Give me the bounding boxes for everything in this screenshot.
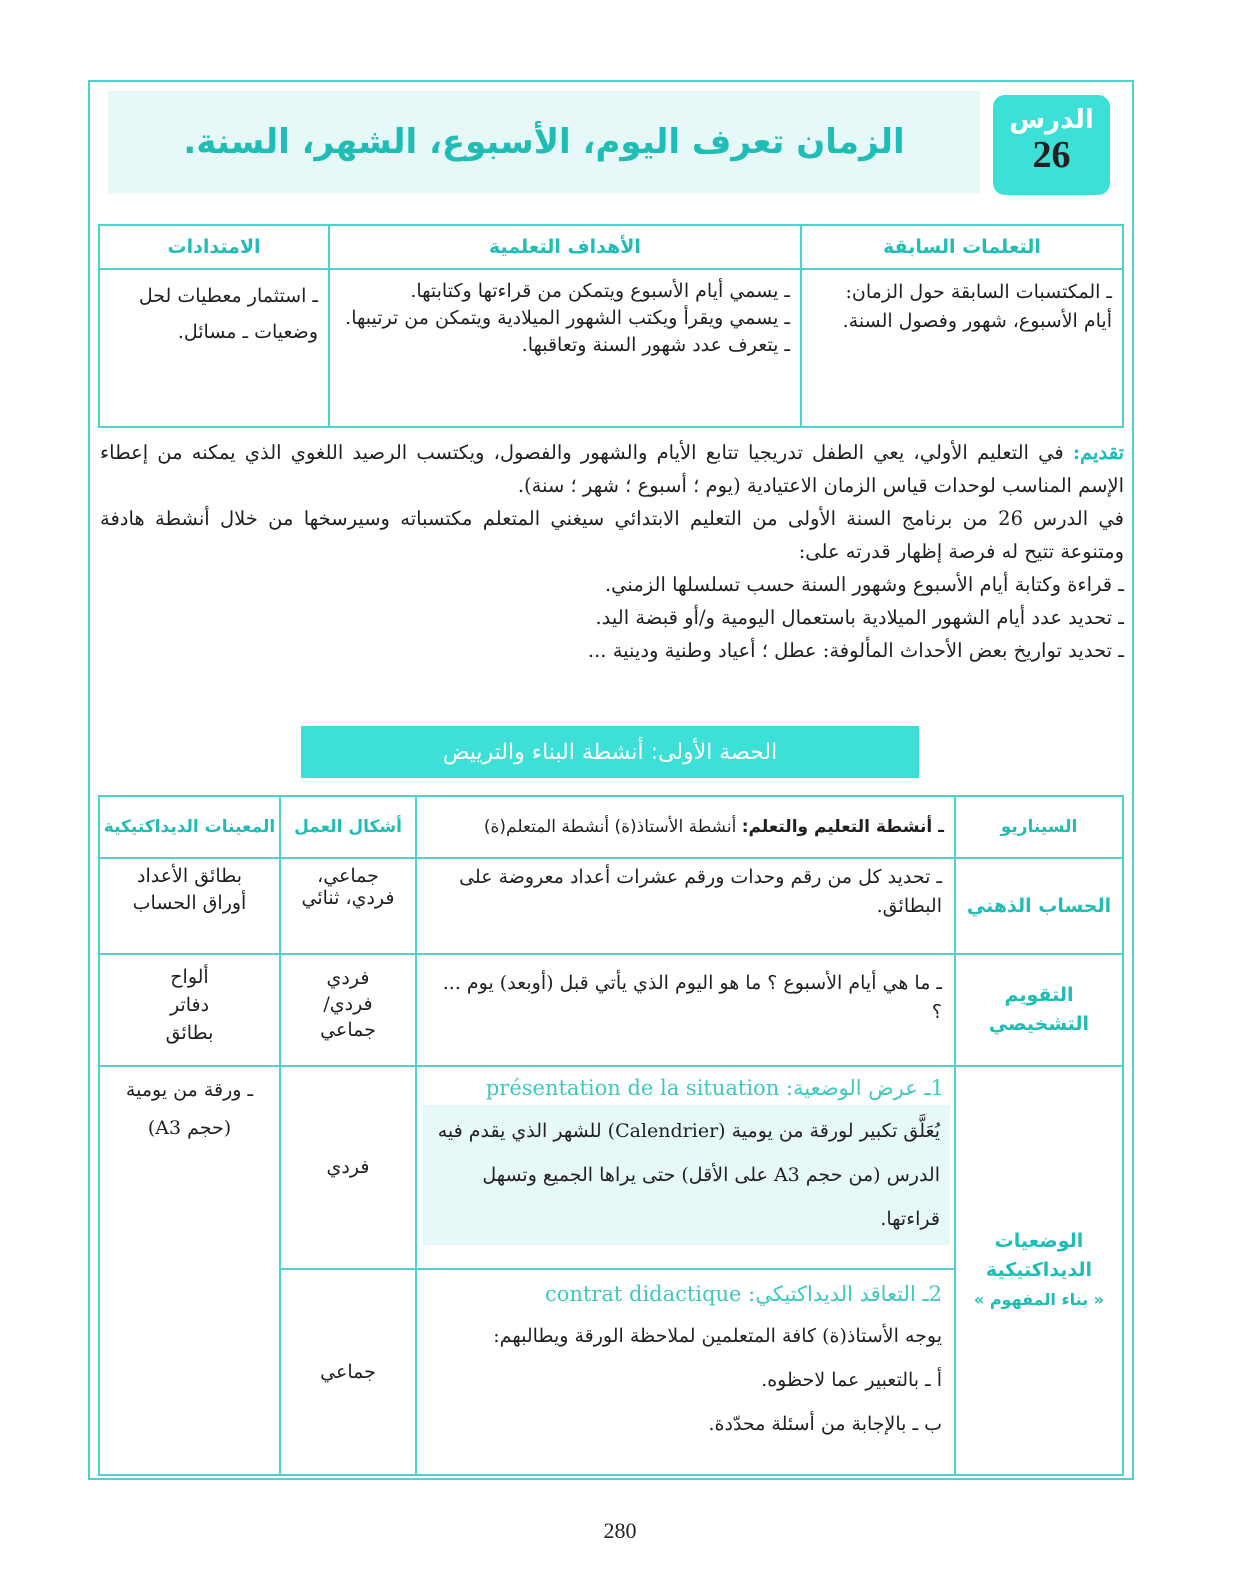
objectives-cell [329,269,801,427]
header-activities-bold: ـ أنشطة التعليم والتعلم: [741,817,944,837]
material-item: دفاتر [169,994,210,1016]
material-item: (حجم A3) [147,1117,232,1139]
work-form: جماعي [320,1019,376,1041]
materials-diagnostic [99,954,280,1066]
situation-presentation-text: يُعَلَّق تكبير لورقة من يومية (Calendrier) للشهر الذي يقدم فيه الدرس (من حجم A3 على الأقل) حتى يراها الجميع وتسهل قراءتها. [423,1105,950,1245]
materials-mental-math [99,858,280,954]
work-didactic-contract: جماعي [280,1269,416,1475]
work-form: جماعي، [317,865,379,887]
scenario-line: « بناء المفهوم » [973,1290,1105,1309]
material-item: ألواح [170,966,209,988]
scenario-line: الديداكتيكية [985,1259,1093,1281]
header-objectives: الأهداف التعلمية [329,225,801,269]
intro-paragraph-1: في التعليم الأولي، يعي الطفل تدريجيا تتابع الأيام والشهور والفصول، ويكتسب الرصيد اللغوي الذي يمكنه من إعطاء الإسم المناسب لوحدات قياس الزمان الاعتيادية (يوم ؛ أسبوع ؛ شهر ؛ سنة). [100,441,1124,497]
intro-paragraph-2: في الدرس 26 من برنامج السنة الأولى من التعليم الابتدائي سيغني المتعلم مكتسباته وسيرسخها من خلال أنشطة هادفة ومتنوعة تتيح له فرصة إظهار قدرته على: [100,507,1124,563]
didactic-contract-line: أ ـ بالتعبير عما لاحظوه. [761,1369,942,1391]
header-work-forms: أشكال العمل [280,796,416,858]
header-activities-rest: أنشطة الأستاذ(ة) أنشطة المتعلم(ة) [483,817,742,837]
prior-learning-line: أيام الأسبوع، شهور وفصول السنة. [842,310,1112,332]
activity-diagnostic: ـ ما هي أيام الأسبوع ؟ ما هو اليوم الذي يأتي قبل (أوبعد) يوم ... ؟ [416,954,955,1066]
didactic-contract-line: يوجه الأستاذ(ة) كافة المتعلمين لملاحظة الورقة ويطالبهم: [493,1325,942,1347]
lesson-label: الدرس [1009,105,1094,135]
header-extensions: الامتدادات [99,225,329,269]
activity-mental-math: ـ تحديد كل من رقم وحدات ورقم عشرات أعداد معروضة على البطائق. [416,858,955,954]
material-item: أوراق الحساب [132,892,247,914]
work-form: فردي، ثنائي [301,887,395,909]
scenario-line: الوضعيات [994,1230,1084,1252]
work-mental-math [280,858,416,954]
activity-didactic-contract [416,1269,955,1475]
introduction [100,436,1124,667]
prior-learning-line: ـ المكتسبات السابقة حول الزمان: [845,281,1112,303]
materials-situation [99,1066,280,1475]
situation-presentation-title: 1ـ عرض الوضعية: présentation de la situation [485,1076,944,1100]
intro-bullet: ـ قراءة وكتابة أيام الأسبوع وشهور السنة حسب تسلسلها الزمني. [604,573,1124,596]
lesson-badge [993,95,1110,195]
header-materials: المعينات الديداكتيكية [99,796,280,858]
lesson-number: 26 [1032,134,1071,176]
extensions-cell [99,269,329,427]
work-situation-presentation: فردي [280,1066,416,1269]
scenario-didactic-situations [955,1066,1123,1475]
intro-bullet: ـ تحديد عدد أيام الشهور الميلادية باستعمال اليومية و/أو قبضة اليد. [595,606,1124,629]
scenario-mental-math: الحساب الذهني [955,858,1123,954]
work-form: فردي [326,967,370,989]
material-item: بطائق الأعداد [136,865,242,887]
work-form: فردي/ [323,993,373,1015]
objective-item: ـ يتعرف عدد شهور السنة وتعاقبها. [521,334,790,356]
lesson-title: الزمان تعرف اليوم، الأسبوع، الشهر، السنة. [183,122,905,162]
scenario-diagnostic: التقويم التشخيصي [955,954,1123,1066]
lesson-title-banner [108,91,980,193]
intro-bullet: ـ تحديد تواريخ بعض الأحداث المألوفة: عطل ؛ أعياد وطنية ودينية ... [587,639,1124,662]
didactic-contract-line: ب ـ بالإجابة من أسئلة محدّدة. [708,1413,942,1435]
overview-table [98,224,1124,428]
header-scenario: السيناريو [955,796,1123,858]
objective-item: ـ يسمي ويقرأ ويكتب الشهور الميلادية ويتمكن من ترتيبها. [345,307,790,329]
extension-line: وضعيات ـ مسائل. [177,321,318,343]
session-title: الحصة الأولى: أنشطة البناء والترييض [442,739,778,765]
didactic-contract-title: 2ـ التعاقد الديداكتيكي: contrat didactique [544,1282,942,1306]
session-title-bar [301,726,919,778]
objective-item: ـ يسمي أيام الأسبوع ويتمكن من قراءتها وكتابتها. [410,280,790,302]
prior-learning-cell [801,269,1123,427]
activities-table [98,795,1124,1476]
extension-line: ـ استثمار معطيات لحل [138,285,318,307]
material-item: بطائق [165,1022,214,1044]
intro-label: تقديم: [1072,441,1124,464]
work-diagnostic [280,954,416,1066]
material-item: ـ ورقة من يومية [125,1079,254,1101]
header-prior-learning: التعلمات السابقة [801,225,1123,269]
activity-situation-presentation [416,1066,955,1269]
header-activities [416,796,955,858]
page-number: 280 [603,1518,637,1543]
